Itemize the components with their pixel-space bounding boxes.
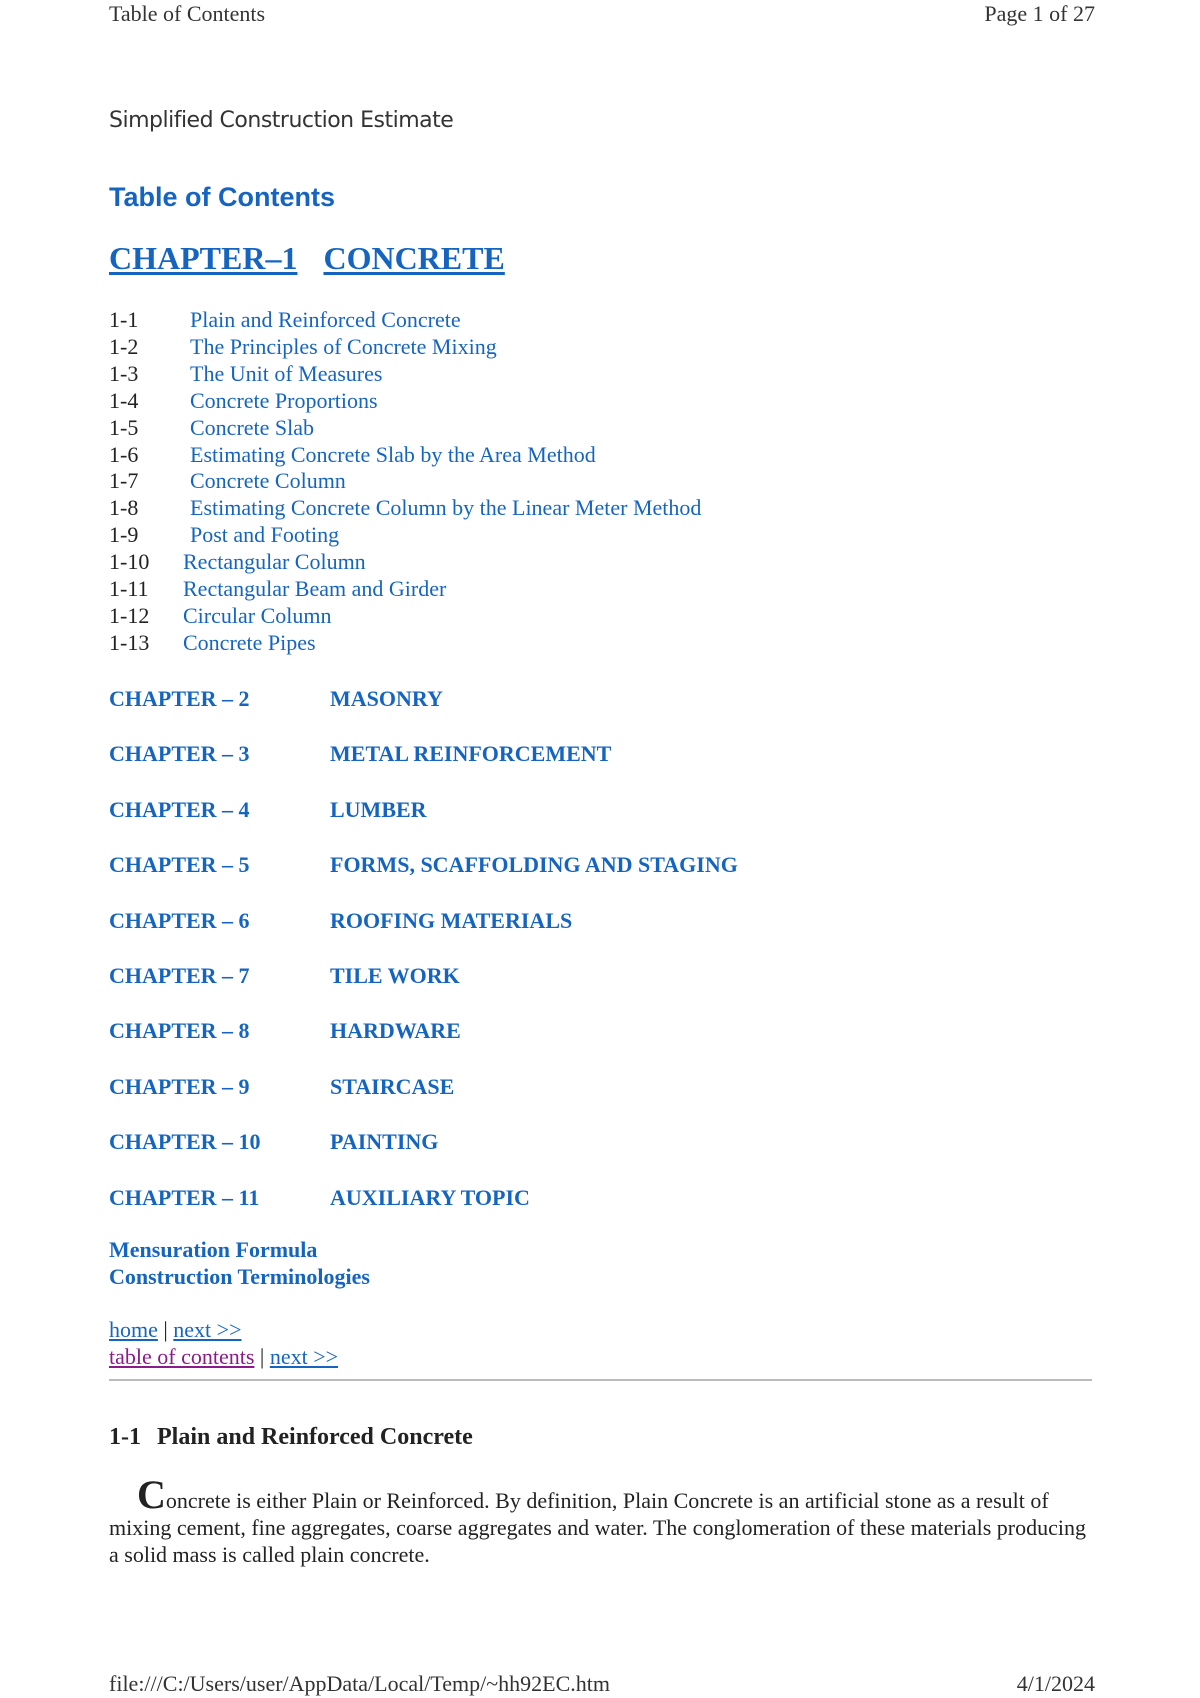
chapter-label[interactable]: CHAPTER – 10 [109,1129,261,1155]
chapter-label[interactable]: CHAPTER – 11 [109,1184,260,1210]
section-item [109,415,701,442]
chapter-label[interactable]: CHAPTER – 3 [109,741,250,767]
table-of-contents-link[interactable]: table of contents [109,1344,255,1369]
section-link[interactable]: Estimating Concrete Slab by the Area Method [190,441,596,467]
print-header-title: Table of Contents [109,1,266,26]
section-link[interactable]: The Unit of Measures [190,360,383,386]
section-item [109,468,701,495]
chapter-1-label: CHAPTER–1 [109,240,298,276]
section-link[interactable]: Circular Column [183,602,332,628]
toc-heading: Table of Contents [109,182,335,212]
nav-row-2 [109,1343,338,1370]
section-item [109,388,701,415]
section-number: 1-6 [109,441,139,467]
chapter-item[interactable] [109,686,738,741]
chapter-item[interactable] [109,1185,738,1240]
horizontal-rule [109,1379,1092,1381]
section-item [109,603,701,630]
chapter-title[interactable]: TILE WORK [330,962,460,988]
section-item [109,576,701,603]
section-item [109,495,701,522]
section-link[interactable]: Concrete Pipes [183,629,316,655]
construction-terminologies-link[interactable]: Construction Terminologies [109,1264,370,1289]
chapter-item[interactable] [109,797,738,852]
section-link[interactable]: Concrete Column [190,468,346,494]
extra-links [109,1236,370,1290]
section-item [109,307,701,334]
section-link[interactable]: Post and Footing [190,522,340,548]
section-number: 1-8 [109,495,139,521]
next-link[interactable]: next >> [269,1344,339,1369]
section-number: 1-10 [109,549,150,575]
drop-cap: C [137,1472,166,1517]
chapter-1-title: CONCRETE [323,240,505,276]
chapter-list [109,686,738,1240]
chapter-item[interactable] [109,741,738,796]
page-navigation [109,1316,338,1370]
chapter-item[interactable] [109,1018,738,1073]
chapter-title[interactable]: STAIRCASE [330,1073,455,1099]
section-item [109,630,701,657]
section-link[interactable]: Concrete Proportions [190,387,378,413]
chapter-item[interactable] [109,852,738,907]
print-header-page: Page 1 of 27 [984,1,1095,26]
section-number: 1-11 [109,576,149,602]
intro-paragraph [109,1472,1094,1568]
chapter-title[interactable]: HARDWARE [330,1018,461,1044]
section-number: 1-13 [109,629,150,655]
chapter-label[interactable]: CHAPTER – 8 [109,1018,250,1044]
mensuration-formula-link[interactable]: Mensuration Formula [109,1237,318,1262]
chapter-item[interactable] [109,963,738,1018]
section-link[interactable]: Concrete Slab [190,414,315,440]
chapter-label[interactable]: CHAPTER – 4 [109,796,250,822]
site-title: Simplified Construction Estimate [109,108,454,133]
section-item [109,549,701,576]
chapter-item[interactable] [109,908,738,963]
home-link[interactable]: home [109,1317,158,1342]
chapter-item[interactable] [109,1074,738,1129]
nav-separator: | [259,1344,265,1369]
chapter-label[interactable]: CHAPTER – 9 [109,1073,250,1099]
section-item [109,361,701,388]
section-link[interactable]: The Principles of Concrete Mixing [190,333,497,359]
chapter-title[interactable]: MASONRY [330,686,443,711]
section-number: 1-5 [109,414,139,440]
chapter-title[interactable]: METAL REINFORCEMENT [330,741,612,767]
section-heading-number: 1-1 [109,1424,141,1450]
print-footer [109,1670,1095,1698]
section-link[interactable]: Rectangular Column [183,549,366,575]
next-link[interactable]: next >> [173,1317,242,1342]
chapter-title[interactable]: LUMBER [330,796,427,822]
section-heading [109,1424,473,1451]
section-number: 1-1 [109,307,139,332]
chapter-title[interactable]: PAINTING [330,1129,439,1155]
chapter-title[interactable]: ROOFING MATERIALS [330,907,573,933]
print-header [109,0,1095,28]
chapter-title[interactable]: FORMS, SCAFFOLDING AND STAGING [330,852,738,878]
chapter-label[interactable]: CHAPTER – 7 [109,962,250,988]
section-number: 1-7 [109,468,139,494]
section-number: 1-3 [109,360,139,386]
chapter-title[interactable]: AUXILIARY TOPIC [330,1184,530,1210]
section-link[interactable]: Rectangular Beam and Girder [183,576,447,602]
section-item [109,442,701,469]
section-item [109,522,701,549]
chapter-1-section-list [109,307,701,657]
chapter-1-link[interactable] [109,240,505,277]
section-number: 1-9 [109,522,139,548]
section-link[interactable]: Plain and Reinforced Concrete [190,307,461,332]
nav-separator: | [163,1317,168,1342]
chapter-label[interactable]: CHAPTER – 2 [109,686,250,711]
section-heading-title: Plain and Reinforced Concrete [157,1424,473,1450]
chapter-item[interactable] [109,1129,738,1184]
section-item [109,334,701,361]
section-link[interactable]: Estimating Concrete Column by the Linear Meter Method [190,495,702,521]
print-footer-date: 4/1/2024 [1016,1671,1095,1696]
section-number: 1-4 [109,387,139,413]
nav-row-1 [109,1316,338,1343]
chapter-label[interactable]: CHAPTER – 6 [109,907,250,933]
section-number: 1-12 [109,602,150,628]
print-footer-url: file:///C:/Users/user/AppData/Local/Temp/~hh92EC.htm [109,1671,610,1696]
paragraph-text: oncrete is either Plain or Reinforced. By definition, Plain Concrete is an artificial stone as a result of mixing cement, fine aggregates, coarse aggregates and water. The conglomeration of these materials producing a solid mass is called plain concrete. [109,1488,1087,1567]
chapter-label[interactable]: CHAPTER – 5 [109,852,250,878]
section-number: 1-2 [109,333,139,359]
